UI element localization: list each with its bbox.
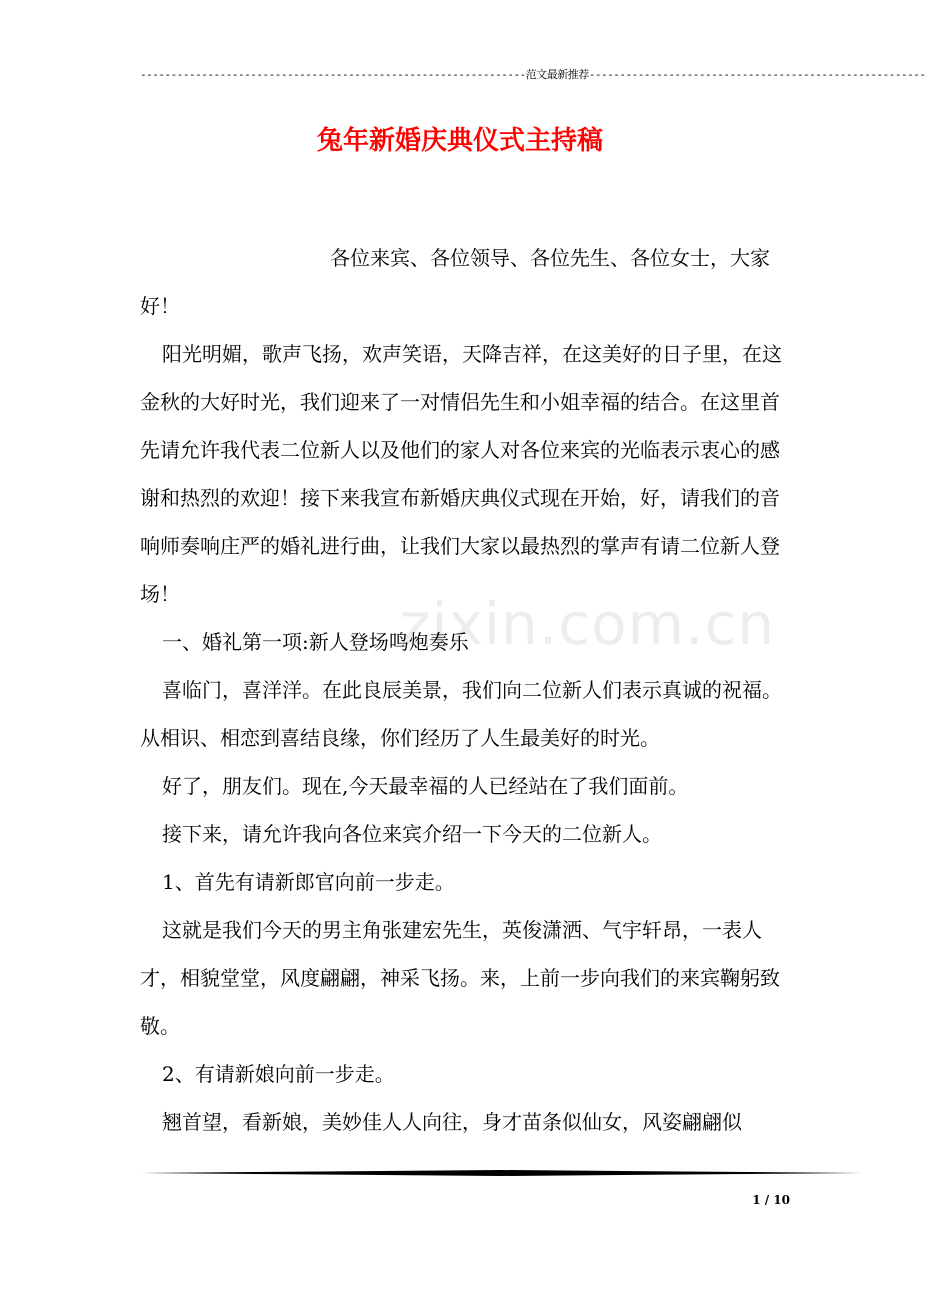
watermark: zixin.com.cn <box>400 590 776 658</box>
document-title: 兔年新婚庆典仪式主持稿 <box>316 126 603 156</box>
body-paragraph: 翘首望，看新娘，美妙佳人人向往，身才苗条似仙女，风姿翩翩似 <box>162 1110 742 1134</box>
greeting-paragraph: 各位来宾、各位领导、各位先生、各位女士，大家好！ <box>140 246 770 318</box>
section-heading: 一、婚礼第一项:新人登场鸣炮奏乐 <box>162 630 469 654</box>
list-item: 1、首先有请新郎官向前一步走。 <box>162 870 455 894</box>
body-paragraph: 阳光明媚，歌声飞扬，欢声笑语，天降吉祥，在这美好的日子里，在这金秋的大好时光，我们迎来了一对情侣先生和小姐幸福的结合。在这里首先请允许我代表二位新人以及他们的家人对各位来宾的光临表示衷心的感谢和热烈的欢迎！接下来我宣布新婚庆典仪式现在开始，好，请我们的音响师奏响庄严的婚礼进行曲，让我们大家以最热烈的掌声有请二位新人登场！ <box>140 342 782 606</box>
page-number: 1 / 10 <box>752 1193 790 1207</box>
body-paragraph: 这就是我们今天的男主角张建宏先生，英俊潇洒、气宇轩昂，一表人才，相貌堂堂，风度翩翩，神采飞扬。来，上前一步向我们的来宾鞠躬致敬。 <box>140 918 780 1038</box>
body-paragraph: 接下来，请允许我向各位来宾介绍一下今天的二位新人。 <box>162 822 662 846</box>
body-paragraph: 好了，朋友们。现在,今天最幸福的人已经站在了我们面前。 <box>162 774 689 798</box>
list-item: 2、有请新娘向前一步走。 <box>162 1062 395 1086</box>
body-paragraph: 喜临门，喜洋洋。在此良辰美景，我们向二位新人们表示真诚的祝福。从相识、相恋到喜结良缘，你们经历了人生最美好的时光。 <box>140 678 782 750</box>
page-header: ---------------------------------------------------------------范文最新推荐------------------------------------------------------- <box>140 68 925 81</box>
footer-divider <box>140 1170 862 1176</box>
document-body <box>140 234 790 1146</box>
